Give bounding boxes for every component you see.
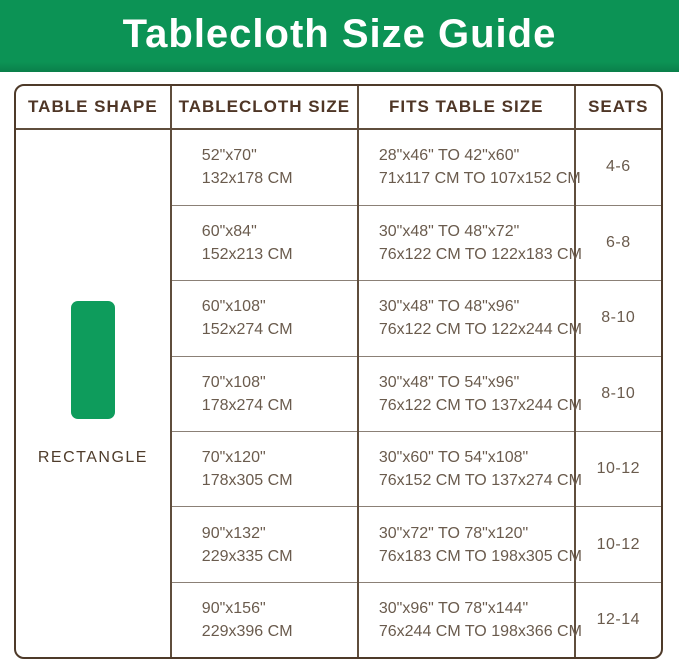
fits-inches: 28"x46" TO 42"x60" (378, 147, 520, 165)
shape-cell (16, 129, 171, 657)
size-cm: 229x396 CM (201, 622, 293, 640)
fits-cm: 76x183 CM TO 198x305 CM (378, 547, 582, 565)
tablecloth-size-cell (171, 129, 358, 205)
size-inches: 52"x70" (201, 147, 257, 165)
size-cm: 152x274 CM (201, 321, 293, 339)
tablecloth-size-cell (171, 356, 358, 431)
size-cm: 132x178 CM (201, 170, 293, 188)
tablecloth-size-cell (171, 507, 358, 582)
tablecloth-size-cell (171, 582, 358, 657)
fits-cm: 76x122 CM TO 122x183 CM (378, 245, 582, 263)
size-cm: 178x305 CM (201, 472, 293, 490)
fits-inches: 30"x48" TO 48"x72" (378, 222, 520, 240)
tablecloth-size-cell (171, 205, 358, 280)
column-header-table-shape: TABLE SHAPE (16, 86, 171, 129)
seats-cell: 8-10 (575, 281, 661, 356)
size-cm: 178x274 CM (201, 396, 293, 414)
title-banner (0, 0, 679, 72)
fits-table-size-cell (358, 129, 581, 205)
column-header-fits-table-size: FITS TABLE SIZE (358, 86, 575, 129)
fits-table-size-cell (358, 507, 582, 582)
fits-inches: 30"x72" TO 78"x120" (378, 524, 529, 542)
fits-table-size-cell (358, 431, 582, 506)
size-inches: 90"x132" (201, 524, 266, 542)
fits-cm: 76x152 CM TO 137x274 CM (378, 472, 582, 490)
column-header-tablecloth-size: TABLECLOTH SIZE (171, 86, 358, 129)
table-row (16, 129, 661, 205)
seats-cell: 10-12 (575, 507, 661, 582)
tablecloth-size-cell (171, 431, 358, 506)
page-title: Tablecloth Size Guide (122, 11, 557, 56)
fits-table-size-cell (358, 582, 582, 657)
seats-cell: 10-12 (575, 431, 661, 506)
seats-cell: 4-6 (605, 158, 631, 176)
fits-inches: 30"x48" TO 54"x96" (378, 373, 520, 391)
fits-cm: 71x117 CM TO 107x152 CM (378, 170, 581, 188)
size-inches: 90"x156" (201, 599, 266, 617)
size-cm: 229x335 CM (201, 547, 293, 565)
fits-table-size-cell (358, 356, 582, 431)
fits-inches: 30"x96" TO 78"x144" (378, 599, 529, 617)
fits-table-size-cell (358, 205, 582, 280)
seats-cell: 6-8 (575, 205, 661, 280)
size-guide-table (14, 84, 663, 659)
fits-inches: 30"x48" TO 48"x96" (378, 298, 520, 316)
fits-cm: 76x122 CM TO 122x244 CM (378, 321, 582, 339)
shape-label: RECTANGLE (37, 448, 148, 466)
size-inches: 60"x108" (201, 298, 266, 316)
fits-table-size-cell (358, 281, 582, 356)
size-cm: 152x213 CM (201, 245, 293, 263)
column-header-seats: SEATS (575, 86, 661, 129)
fits-cm: 76x122 CM TO 137x244 CM (378, 396, 582, 414)
rectangle-shape-icon (71, 301, 115, 419)
seats-cell: 12-14 (575, 582, 661, 657)
header-row (16, 86, 661, 129)
tablecloth-size-cell (171, 281, 358, 356)
fits-cm: 76x244 CM TO 198x366 CM (378, 622, 582, 640)
fits-inches: 30"x60" TO 54"x108" (378, 449, 529, 467)
size-inches: 70"x108" (201, 373, 266, 391)
size-inches: 60"x84" (201, 222, 257, 240)
seats-cell: 8-10 (575, 356, 661, 431)
size-inches: 70"x120" (201, 449, 266, 467)
